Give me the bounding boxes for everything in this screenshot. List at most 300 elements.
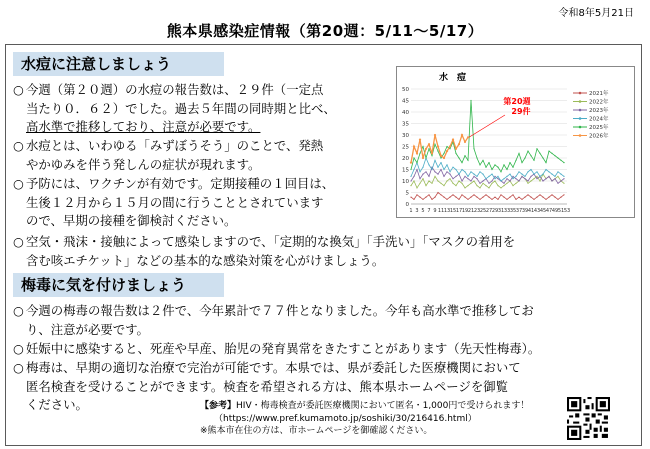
data-point: [503, 197, 504, 198]
data-point: [458, 157, 459, 158]
data-point: [494, 197, 495, 198]
data-point: [500, 171, 501, 172]
data-point: [497, 185, 498, 186]
data-point: [536, 178, 537, 179]
syphilis-bullet-2: [13, 340, 633, 359]
data-point: [464, 187, 465, 188]
data-point: [527, 183, 528, 184]
bullet-mark: ○: [13, 82, 24, 97]
data-point: [425, 171, 426, 172]
data-point: [413, 176, 414, 177]
section-heading-syphilis: 梅毒に気を付けましょう: [13, 273, 224, 297]
x-tick-label: 25: [479, 208, 487, 214]
data-point: [530, 176, 531, 177]
data-point: [464, 141, 466, 143]
bullet-mark: ○: [13, 341, 24, 356]
y-tick-label: 25: [402, 144, 409, 151]
data-point: [452, 139, 454, 141]
data-point: [422, 167, 423, 168]
reference-note: ※熊本市在住の方は、市ホームページを御確認ください。: [200, 426, 433, 436]
data-point: [431, 155, 432, 156]
data-point: [560, 174, 561, 175]
data-point: [458, 143, 460, 145]
data-point: [491, 174, 492, 175]
data-point: [470, 180, 471, 181]
x-tick-label: 17: [455, 208, 463, 214]
bullet-mark: ○: [13, 234, 24, 249]
data-point: [497, 199, 498, 200]
data-point: [446, 171, 447, 172]
data-point: [506, 176, 507, 177]
data-point: [434, 171, 435, 172]
bullet-line-emphasis: 高水準で推移しており、注意が必要です。: [26, 119, 261, 135]
varicella-bullet-1: [13, 81, 398, 137]
data-point: [482, 197, 483, 198]
data-point: [512, 167, 513, 168]
data-point: [533, 174, 534, 175]
x-tick-label: 49: [551, 208, 559, 214]
data-point: [422, 199, 423, 200]
data-point: [470, 197, 471, 198]
data-point: [521, 162, 522, 163]
data-point: [416, 162, 417, 163]
y-tick-label: 45: [402, 98, 409, 105]
data-point: [539, 194, 540, 195]
x-tick-label: 29: [491, 208, 499, 214]
bullet-line: 当たり０．６２）でした。過去５年間の同時期と比べ、: [26, 100, 336, 116]
x-tick-label: 15: [449, 208, 457, 214]
data-point: [539, 176, 540, 177]
legend-entry: 2023年: [589, 108, 609, 114]
data-point: [470, 171, 471, 172]
data-point: [545, 199, 546, 200]
data-point: [548, 171, 549, 172]
data-point: [419, 183, 420, 184]
data-point: [515, 183, 516, 184]
data-point: [467, 199, 468, 200]
bullet-line: 生後１２月から１５月の間に行うこととされています: [26, 194, 324, 210]
data-point: [530, 169, 531, 170]
data-point: [533, 160, 534, 161]
x-tick-label: 41: [527, 208, 535, 214]
y-tick-label: 35: [402, 121, 409, 128]
reference-box: [200, 400, 529, 438]
data-point: [497, 178, 498, 179]
data-point: [461, 169, 462, 170]
data-point: [488, 162, 489, 163]
y-tick-label: 0: [405, 202, 409, 208]
data-point: [434, 144, 435, 145]
data-point: [437, 167, 438, 168]
data-point: [443, 176, 444, 177]
data-point: [461, 183, 462, 184]
bullet-line: 梅毒は、早期の適切な治療で完治が可能です。本県では、県が委託した医療機関において: [26, 360, 521, 375]
data-point: [437, 151, 438, 152]
data-point: [482, 180, 483, 181]
data-point: [557, 157, 558, 158]
bullet-line: 水痘とは、いわゆる「みずぼうそう」のことで、発熱: [26, 138, 324, 153]
x-tick-label: 3: [415, 208, 419, 214]
x-tick-label: 37: [515, 208, 523, 214]
data-point: [542, 197, 543, 198]
data-point: [509, 197, 510, 198]
data-point: [467, 160, 468, 161]
data-point: [542, 157, 543, 158]
x-tick-label: 1: [409, 208, 413, 214]
data-point: [419, 178, 420, 179]
data-point: [473, 174, 474, 175]
data-point: [512, 194, 513, 195]
data-point: [410, 180, 411, 181]
legend-marker: [579, 100, 582, 103]
data-point: [554, 197, 555, 198]
data-point: [455, 176, 456, 177]
varicella-chart-svg: [397, 67, 634, 217]
data-point: [446, 199, 447, 200]
data-point: [449, 171, 450, 172]
chart-title: 水 痘: [439, 73, 467, 83]
data-point: [494, 180, 495, 181]
data-point: [503, 185, 504, 186]
data-point: [554, 155, 555, 156]
data-point: [467, 136, 469, 138]
data-point: [440, 162, 441, 163]
data-point: [434, 176, 435, 177]
data-point: [467, 178, 468, 179]
chart-annotation-week: 第20週: [503, 97, 531, 106]
data-point: [434, 160, 435, 161]
data-point: [428, 176, 429, 177]
data-point: [494, 178, 495, 179]
data-point: [416, 187, 417, 188]
data-point: [557, 183, 558, 184]
data-point: [446, 146, 447, 147]
data-point: [563, 176, 564, 177]
data-point: [494, 176, 495, 177]
data-point: [527, 180, 528, 181]
data-point: [524, 157, 525, 158]
x-tick-label: 19: [461, 208, 469, 214]
data-point: [563, 162, 564, 163]
data-point: [437, 174, 438, 175]
data-point: [479, 183, 480, 184]
data-point: [527, 151, 528, 152]
x-tick-label: 47: [545, 208, 553, 214]
data-point: [479, 187, 480, 188]
data-point: [563, 183, 564, 184]
data-point: [509, 180, 510, 181]
data-point: [458, 174, 459, 175]
data-point: [479, 164, 480, 165]
chart-annotation-count: 29件: [511, 107, 531, 116]
x-tick-label: 31: [497, 208, 505, 214]
bullet-line: 含む咳エチケット」などの基本的な感染対策を心がけましょう。: [26, 252, 385, 268]
x-tick-label: 45: [539, 208, 547, 214]
data-point: [533, 178, 534, 179]
data-point: [557, 171, 558, 172]
data-point: [545, 178, 546, 179]
data-point: [431, 152, 433, 154]
data-point: [500, 180, 501, 181]
data-point: [416, 194, 417, 195]
x-tick-label: 5: [421, 208, 425, 214]
data-point: [455, 169, 456, 170]
x-tick-label: 51: [557, 208, 565, 214]
data-point: [425, 185, 426, 186]
data-point: [416, 152, 418, 154]
data-point: [449, 145, 451, 147]
data-point: [554, 176, 555, 177]
data-point: [518, 153, 519, 154]
legend-marker: [579, 109, 582, 112]
data-point: [419, 153, 420, 154]
legend-entry: 2021年: [589, 91, 609, 97]
y-tick-label: 30: [402, 133, 409, 139]
annotation-pointer: [469, 115, 505, 137]
data-point: [473, 148, 474, 149]
bullet-line: 妊娠中に感染すると、死産や早産、胎児の発育異常をきたすことがあります（先天性梅毒）。: [26, 341, 541, 356]
bullet-line: り、注意が必要です。: [26, 321, 149, 337]
data-point: [554, 178, 555, 179]
data-point: [536, 176, 537, 177]
data-point: [428, 194, 429, 195]
data-point: [410, 162, 412, 164]
data-point: [410, 176, 411, 177]
data-point: [530, 197, 531, 198]
page-title: 熊本県感染症情報（第20週：5/11～5/17）: [166, 22, 484, 40]
data-point: [476, 197, 477, 198]
data-point: [506, 178, 507, 179]
data-point: [476, 157, 477, 158]
data-point: [497, 167, 498, 168]
y-tick-label: 15: [402, 167, 409, 174]
qr-code-icon[interactable]: [567, 397, 610, 440]
data-point: [413, 199, 414, 200]
data-point: [548, 151, 549, 152]
x-tick-label: 7: [427, 208, 431, 214]
data-point: [518, 180, 519, 181]
data-point: [455, 148, 457, 150]
data-point: [440, 169, 441, 170]
data-point: [425, 157, 426, 158]
data-point: [515, 176, 516, 177]
varicella-bullet-2: [13, 137, 398, 175]
data-point: [428, 148, 429, 149]
data-point: [452, 194, 453, 195]
data-point: [422, 178, 423, 179]
data-point: [464, 197, 465, 198]
data-point: [431, 199, 432, 200]
data-point: [485, 194, 486, 195]
data-point: [488, 176, 489, 177]
data-point: [512, 185, 513, 186]
data-point: [467, 185, 468, 186]
syphilis-bullet-1: [13, 302, 633, 340]
data-point: [506, 169, 507, 170]
data-point: [437, 145, 439, 147]
bullet-line: 今週（第２０週）の水痘の報告数は、２９件（一定点: [26, 82, 324, 97]
data-point: [530, 155, 531, 156]
x-tick-label: 39: [521, 208, 529, 214]
data-point: [476, 185, 477, 186]
data-point: [413, 169, 414, 170]
bullet-line: ので、早期の接種を御検討ください。: [26, 213, 237, 229]
data-point: [506, 183, 507, 184]
data-point: [422, 157, 424, 159]
data-point: [515, 199, 516, 200]
data-point: [488, 187, 489, 188]
varicella-bullet-4: [13, 233, 633, 271]
data-point: [446, 180, 447, 181]
data-point: [449, 178, 450, 179]
data-point: [428, 143, 430, 145]
data-point: [473, 180, 474, 181]
y-tick-label: 5: [405, 190, 409, 197]
data-point: [539, 153, 540, 154]
data-point: [458, 180, 459, 181]
bullet-line: ください。: [26, 397, 88, 413]
reference-label: 【参考】: [200, 401, 237, 411]
reference-url[interactable]: （https://www.pref.kumamoto.jp/soshiki/30/216416.html）: [214, 413, 477, 424]
data-point: [560, 160, 561, 161]
data-point: [551, 174, 552, 175]
data-point: [488, 183, 489, 184]
data-point: [530, 180, 531, 181]
data-point: [545, 162, 546, 163]
series-line-2025年: [411, 101, 564, 172]
data-point: [491, 169, 492, 170]
data-point: [512, 176, 513, 177]
data-point: [458, 199, 459, 200]
data-point: [521, 174, 522, 175]
data-point: [443, 157, 445, 159]
data-point: [443, 197, 444, 198]
data-point: [518, 171, 519, 172]
data-point: [557, 176, 558, 177]
x-tick-label: 43: [533, 208, 541, 214]
data-point: [416, 169, 417, 170]
x-tick-label: 23: [473, 208, 481, 214]
data-point: [413, 145, 415, 147]
data-point: [413, 157, 414, 158]
bullet-mark: ○: [13, 176, 24, 191]
varicella-chart: [396, 66, 635, 218]
data-point: [548, 197, 549, 198]
legend-marker: [579, 134, 582, 137]
data-point: [455, 153, 456, 154]
data-point: [527, 171, 528, 172]
data-point: [503, 183, 504, 184]
data-point: [545, 169, 546, 170]
data-point: [467, 176, 468, 177]
data-point: [434, 197, 435, 198]
data-point: [497, 176, 498, 177]
data-point: [488, 197, 489, 198]
data-point: [473, 194, 474, 195]
data-point: [524, 176, 525, 177]
data-point: [563, 194, 564, 195]
data-point: [452, 167, 453, 168]
bullet-mark: ○: [13, 138, 24, 153]
data-point: [521, 199, 522, 200]
data-point: [443, 153, 444, 154]
data-point: [557, 199, 558, 200]
bullet-mark: ○: [13, 360, 24, 375]
data-point: [419, 139, 421, 141]
data-point: [464, 155, 465, 156]
x-tick-label: 13: [443, 208, 451, 214]
data-point: [485, 167, 486, 168]
data-point: [464, 176, 465, 177]
y-tick-label: 20: [402, 156, 409, 162]
data-point: [455, 197, 456, 198]
data-point: [461, 162, 462, 163]
data-point: [449, 148, 450, 149]
data-point: [542, 174, 543, 175]
data-point: [527, 194, 528, 195]
bullet-mark: ○: [13, 303, 24, 318]
data-point: [491, 180, 492, 181]
data-point: [428, 180, 429, 181]
data-point: [452, 178, 453, 179]
data-point: [446, 150, 448, 152]
data-point: [524, 197, 525, 198]
data-point: [482, 183, 483, 184]
data-point: [440, 157, 441, 158]
data-point: [542, 180, 543, 181]
data-point: [473, 176, 474, 177]
data-point: [518, 197, 519, 198]
data-point: [446, 164, 447, 165]
data-point: [521, 176, 522, 177]
x-tick-label: 35: [509, 208, 517, 214]
data-point: [449, 197, 450, 198]
x-tick-label: 53: [563, 208, 571, 214]
data-point: [515, 160, 516, 161]
data-point: [482, 174, 483, 175]
data-point: [500, 187, 501, 188]
data-point: [524, 178, 525, 179]
bullet-line: 予防には、ワクチンが有効です。定期接種の１回目は、: [26, 176, 335, 191]
x-tick-label: 21: [467, 208, 475, 214]
data-point: [536, 171, 537, 172]
report-date: 令和8年5月21日: [558, 8, 634, 19]
data-point: [479, 199, 480, 200]
data-point: [470, 183, 471, 184]
bullet-line: 匿名検査を受けることができます。検査を希望される方は、熊本県ホームページを御覧: [26, 378, 508, 394]
series-line-2021年: [411, 193, 564, 200]
x-tick-label: 9: [433, 208, 437, 214]
data-point: [428, 164, 429, 165]
data-point: [440, 183, 441, 184]
data-point: [461, 194, 462, 195]
x-tick-label: 11: [437, 208, 445, 214]
data-point: [476, 176, 477, 177]
bullet-line: やかゆみを伴う発しんの症状が現れます。: [26, 156, 261, 172]
data-point: [425, 148, 427, 150]
data-point: [539, 180, 540, 181]
data-point: [437, 192, 438, 193]
data-point: [551, 194, 552, 195]
data-point: [449, 174, 450, 175]
legend-marker: [579, 126, 582, 129]
bullet-line: 空気・飛沫・接触によって感染しますので、「定期的な換気」「手洗い」「マスクの着用を: [26, 234, 516, 249]
y-tick-label: 10: [402, 179, 409, 185]
data-point: [563, 178, 564, 179]
data-point: [503, 164, 504, 165]
data-point: [536, 197, 537, 198]
data-point: [452, 183, 453, 184]
